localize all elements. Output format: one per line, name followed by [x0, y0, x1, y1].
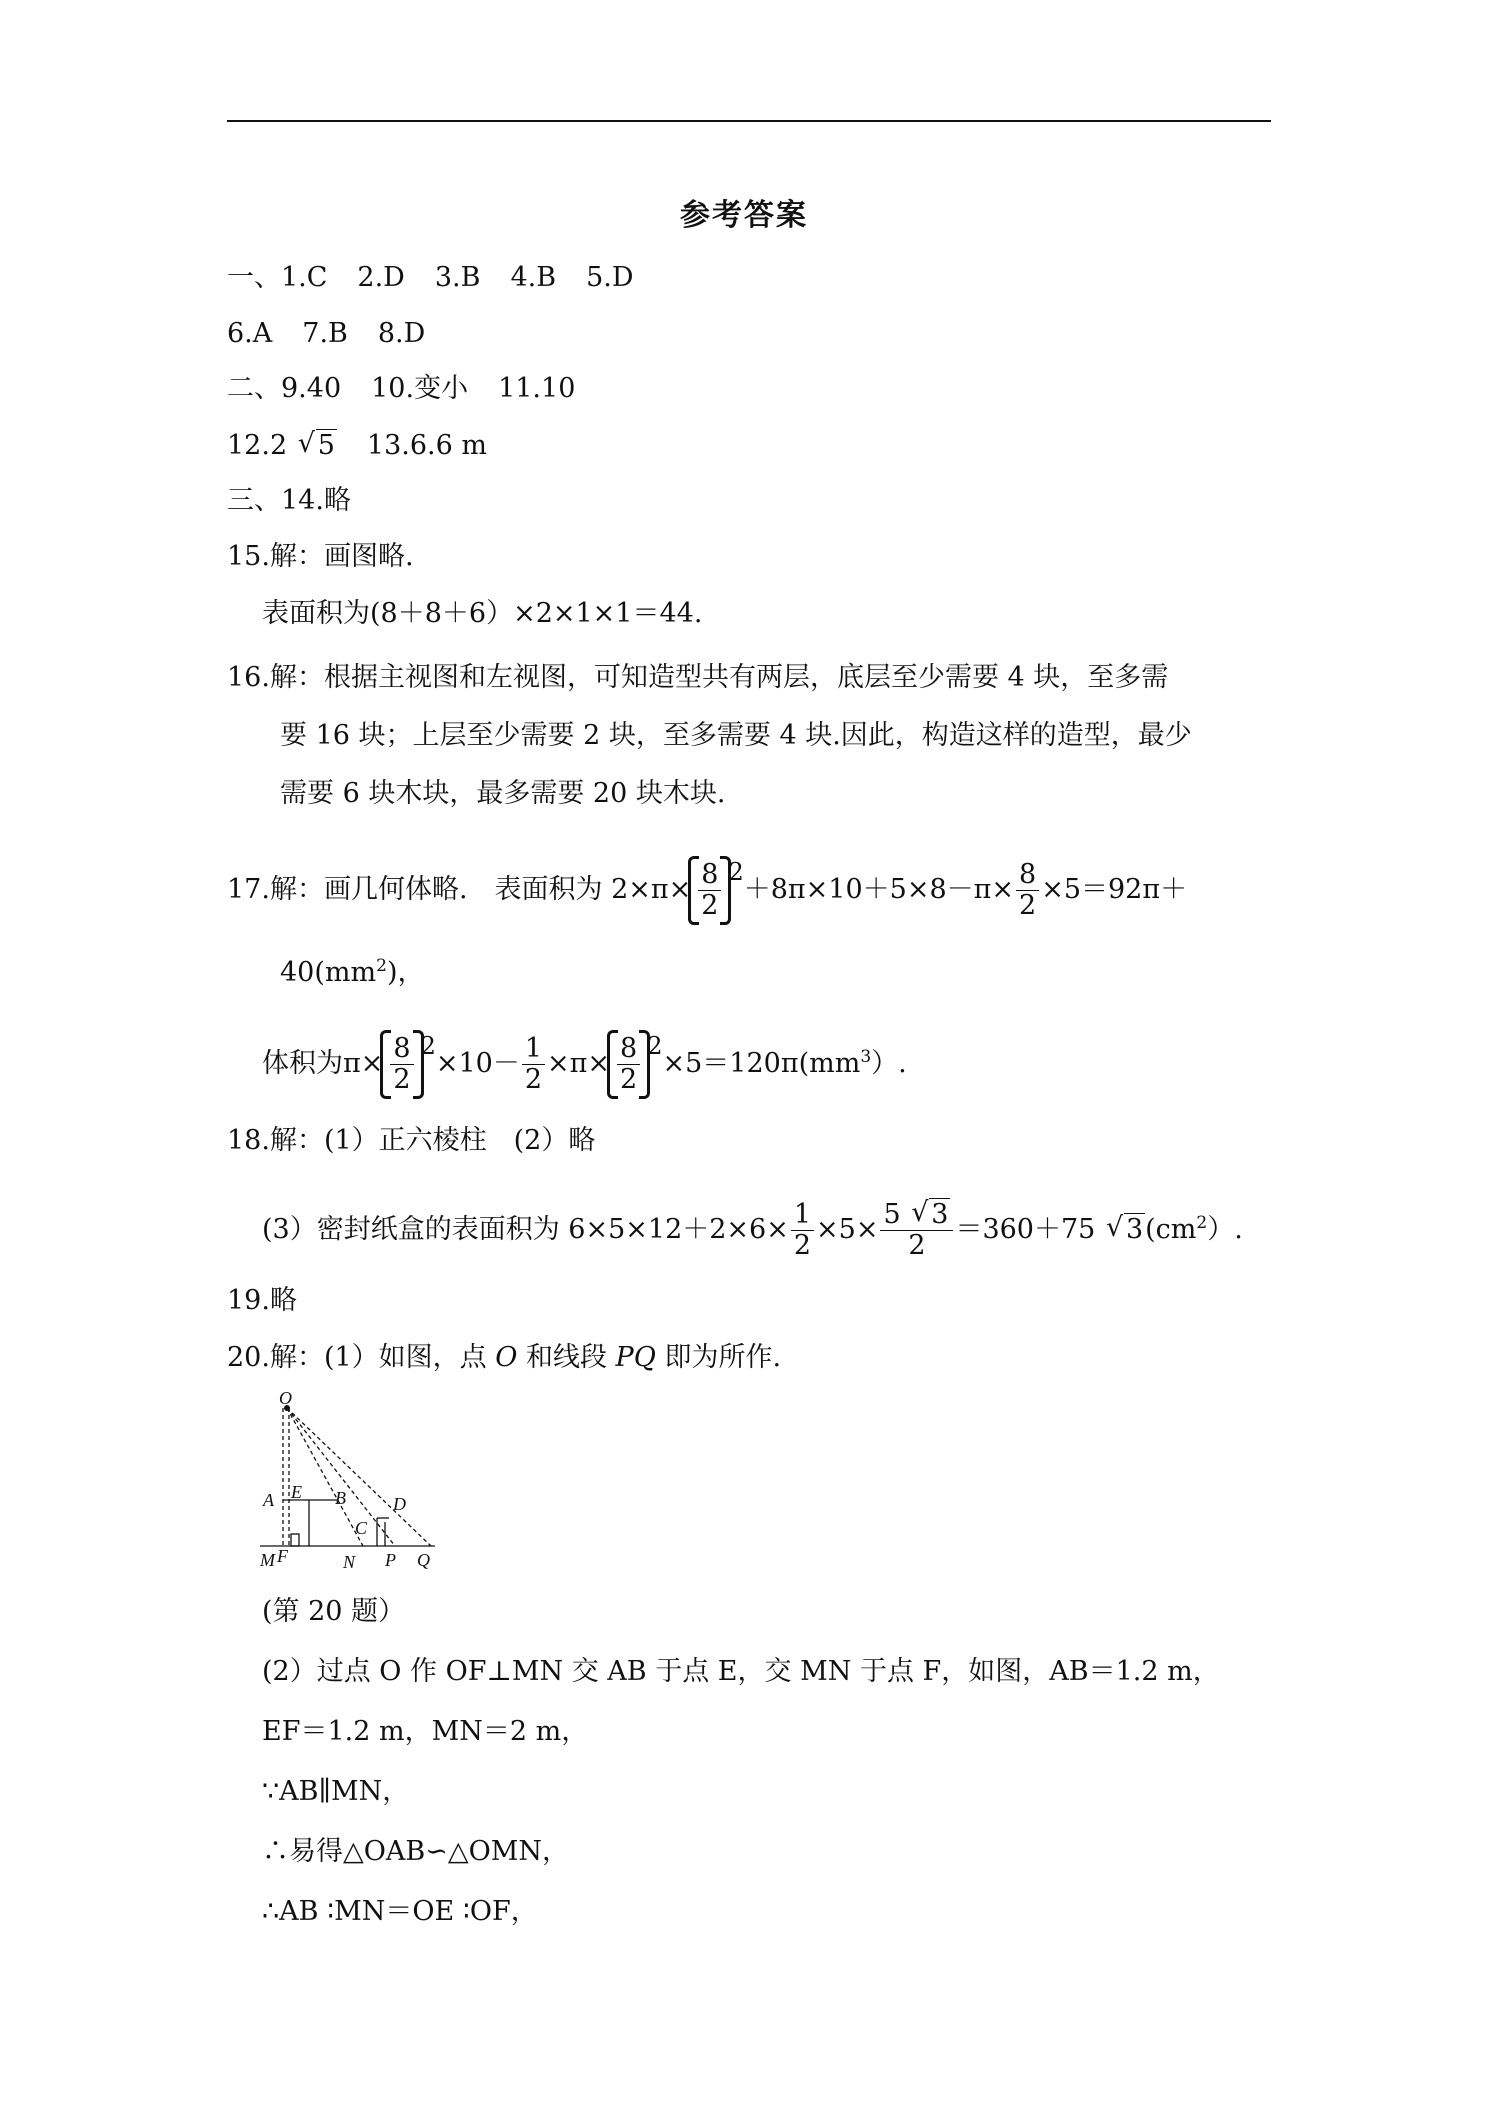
label-p: P [385, 1550, 396, 1570]
q18-line-1: 18.解：(1）正六棱柱 (2）略 [227, 1125, 596, 1156]
answer: 14.略 [281, 485, 351, 516]
q19: 19.略 [227, 1285, 297, 1316]
answer: 6.A [227, 318, 273, 349]
answer: 9.40 [281, 373, 342, 404]
q20-step2-line-5: ∴AB ∶MN＝OE ∶OF， [262, 1896, 538, 1927]
answer: 12.2 [227, 430, 288, 461]
paren: $\frac{8}{2}$ [692, 856, 727, 925]
label-q: Q [417, 1550, 430, 1570]
q16-line-2: 要 16 块；上层至少需要 2 块，至多需要 4 块.因此，构造这样的造型，最少 [280, 720, 1192, 751]
answer: 1.C [281, 262, 328, 293]
label-b: B [335, 1488, 346, 1508]
label-c: C [355, 1518, 368, 1538]
fraction: $\frac{5 √ 3}{2}$ [880, 1200, 953, 1261]
q20-diagram [255, 1390, 455, 1570]
q20-step2-line-1: (2）过点 O 作 OF⊥MN 交 AB 于点 E，交 MN 于点 F，如图，AB＝1.2 m， [262, 1656, 1220, 1687]
page-title: 参考答案 [680, 198, 808, 233]
section-label: 二、 [227, 373, 281, 404]
answers-choice-row-1 [227, 262, 633, 294]
fraction: $\frac{1}{2}$ [522, 1034, 545, 1095]
answer: 4.B [510, 262, 557, 293]
sqrt: √ 3 [1104, 1214, 1145, 1246]
answer: 3.B [434, 262, 481, 293]
paren: $\frac{8}{2}$ [611, 1030, 646, 1099]
q18-line-2: (3）密封纸盒的表面积为 6×5×12＋2×6× $\frac{1}{2}$ ×5× $\frac{5 √ 3}{2}$ ＝360＋75 √ $3(cm^2)$. [262, 1200, 1243, 1261]
q15-body: 表面积为(8＋8＋6）×2×1×1＝44. [262, 598, 703, 629]
section-label: 三、 [227, 485, 281, 516]
answer: 5.D [586, 262, 634, 293]
answer: 8.D [377, 318, 426, 349]
q20-line-1: 20.解：(1）如图，点 O 和线段 PQ 即为所作. [227, 1342, 782, 1373]
q20-step2-line-4: ∴易得△OAB∽△OMN， [262, 1836, 570, 1867]
answers-choice-row-2 [227, 318, 425, 350]
answer: 13.6.6 m [366, 430, 487, 461]
q15-head: 15.解：画图略. [227, 541, 414, 572]
paren: $\frac{8}{2}$ [384, 1030, 419, 1099]
q20-step2-line-2: EF＝1.2 m，MN＝2 m， [262, 1716, 589, 1747]
label-e: E [291, 1482, 302, 1502]
q20-caption: (第 20 题） [262, 1596, 406, 1627]
fraction: $\frac{1}{2}$ [791, 1200, 814, 1261]
label-a: A [263, 1490, 274, 1510]
q16-line-3: 需要 6 块木块，最多需要 20 块木块. [280, 778, 726, 809]
answer: 10.变小 [371, 373, 469, 404]
label-m: M [260, 1550, 275, 1570]
sqrt: √ 5 [296, 430, 337, 462]
q20-step2-line-3: ∵AB∥MN， [262, 1776, 410, 1807]
answer: 7.B [302, 318, 348, 349]
q17-line-3: 体积为π× $\frac{8}{2}$ $^2$×10－ $\frac{1}{2}$ ×π× $\frac{8}{2}$ $^2\times 5=120\pi(mm^3)$. [262, 1030, 907, 1099]
header-rule [227, 120, 1271, 122]
q16-line-1: 16.解：根据主视图和左视图，可知造型共有两层，底层至少需要 4 块，至多需 [227, 662, 1169, 693]
label-o: O [279, 1390, 292, 1408]
q17-line-2: $40(mm^2)$， [280, 956, 425, 988]
answer: 2.D [357, 262, 405, 293]
label-f: F [277, 1546, 288, 1566]
label-d: D [393, 1494, 406, 1514]
answers-fill-row-2 [227, 430, 487, 462]
section-label: 一、 [227, 262, 281, 293]
answer: 11.10 [498, 373, 576, 404]
answers-solve-row [227, 485, 351, 517]
q17-line-1: 17.解：画几何体略. 表面积为 2×π× $\frac{8}{2}$ $^2$＋8π×10＋5×8－π× $\frac{8}{2}$ ×5＝92π＋ [227, 856, 1187, 925]
label-n: N [343, 1552, 356, 1570]
answers-fill-row-1 [227, 373, 575, 405]
fraction: $\frac{8}{2}$ [1016, 860, 1039, 921]
